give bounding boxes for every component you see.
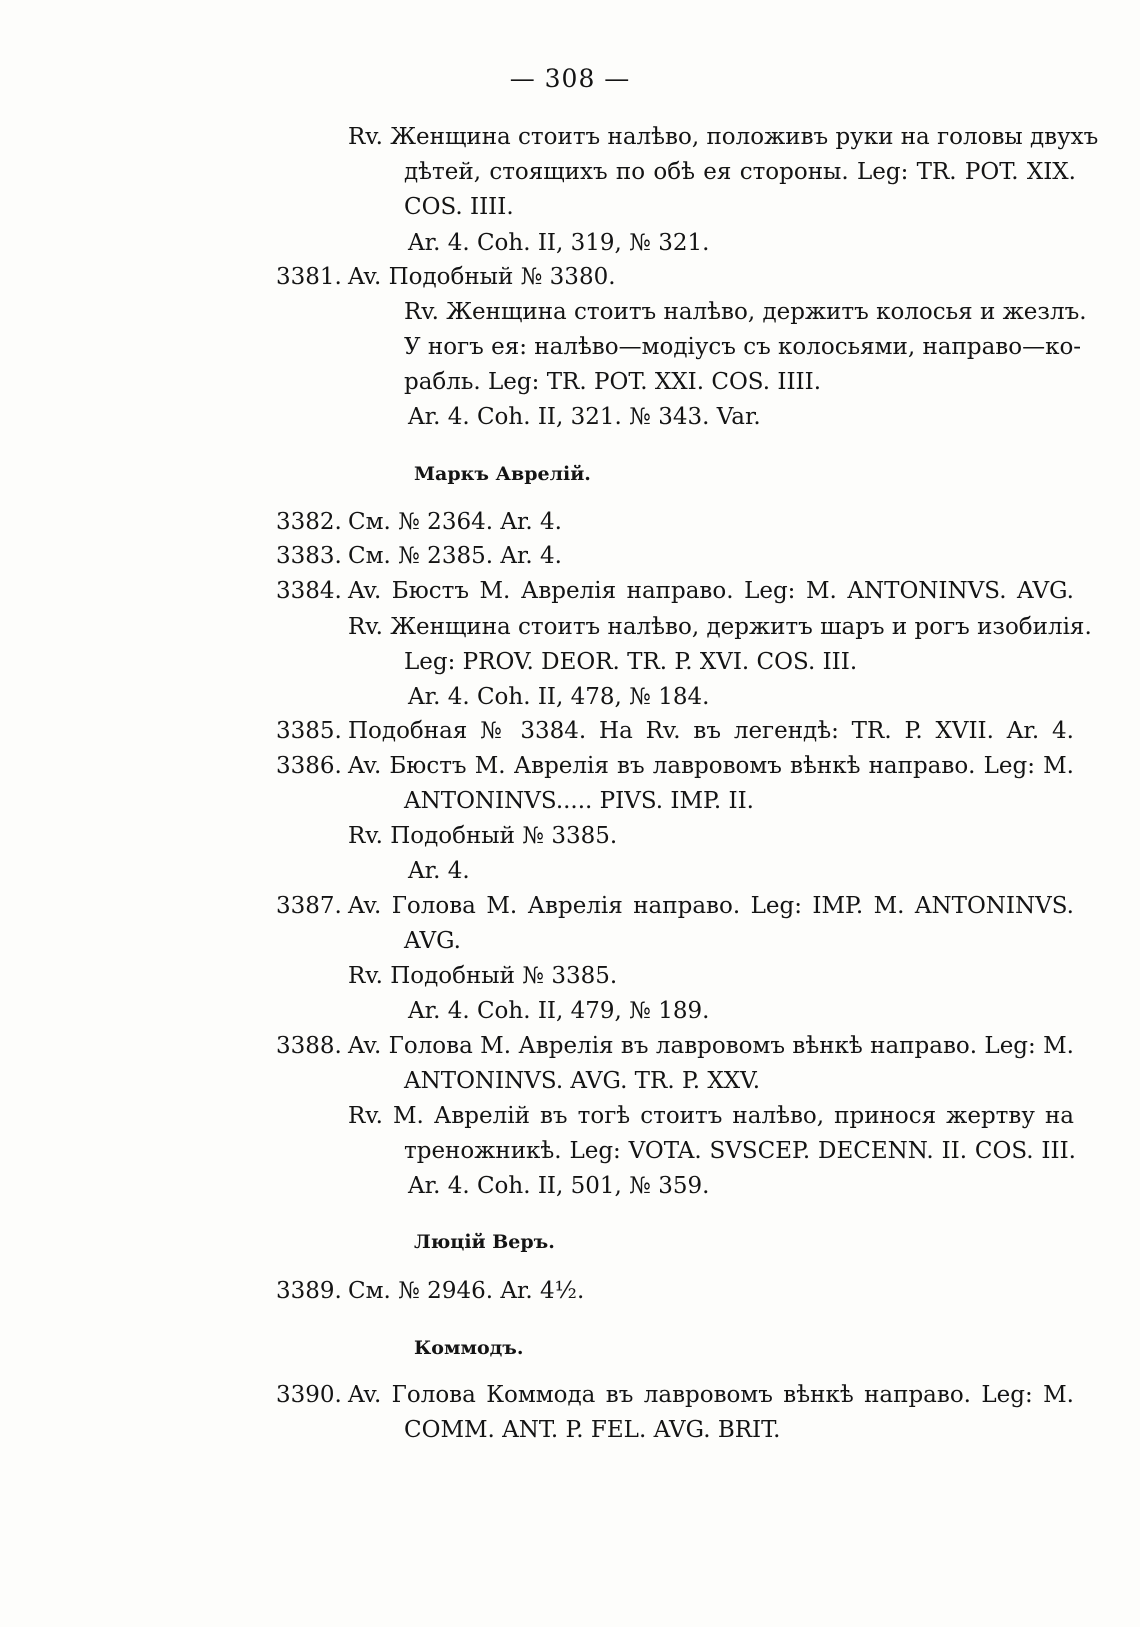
text-line: Av. Подобный № 3380. <box>348 264 616 290</box>
text-line: Ar. 4. Coh. II, 319, № 321. <box>408 230 710 256</box>
text-line: треножникѣ. Leg: VOTA. SVSCEP. DECENN. II. COS. III. <box>404 1138 1076 1164</box>
entry-number: 3390. <box>276 1382 342 1408</box>
text-line: Rv. Подобный № 3385. <box>348 963 618 989</box>
text-line: Rv. М. Аврелій въ тогѣ стоитъ налѣво, принося жертву на <box>348 1103 1074 1129</box>
text-line: Av. Голова Коммода въ лавровомъ вѣнкѣ направо. Leg: M. <box>348 1382 1074 1408</box>
section-heading: Маркъ Аврелій. <box>414 463 591 485</box>
text-line: Ar. 4. Coh. II, 501, № 359. <box>408 1173 710 1199</box>
text-line: Ar. 4. <box>408 858 470 884</box>
text-line: Rv. Женщина стоитъ налѣво, держитъ колосья и жезлъ. <box>404 299 1087 325</box>
section-heading: Люцій Веръ. <box>414 1231 555 1253</box>
text-line: рабль. Leg: TR. POT. XXI. COS. IIII. <box>404 369 822 395</box>
text-line: См. № 2946. Ar. 4½. <box>348 1278 585 1304</box>
text-line: У ногъ ея: налѣво—модіусъ съ колосьями, направо—ко- <box>404 334 1082 360</box>
text-line: Av. Бюстъ М. Аврелія въ лавровомъ вѣнкѣ направо. Leg: M. <box>348 753 1074 779</box>
text-line: Av. Бюстъ М. Аврелія направо. Leg: M. ANTONINVS. AVG. <box>348 578 1074 604</box>
entry-number: 3383. <box>276 543 342 569</box>
text-line: Rv. Подобный № 3385. <box>348 823 618 849</box>
entry-number: 3385. <box>276 718 342 744</box>
entry-number: 3381. <box>276 264 342 290</box>
text-line: Leg: PROV. DEOR. TR. P. XVI. COS. III. <box>404 649 858 675</box>
entry-number: 3388. <box>276 1033 342 1059</box>
entry-number: 3387. <box>276 893 342 919</box>
text-line: Av. Голова М. Аврелія направо. Leg: IMP. M. ANTONINVS. <box>348 893 1074 919</box>
text-line: См. № 2364. Ar. 4. <box>348 509 562 535</box>
text-line: AVG. <box>404 928 461 954</box>
entry-number: 3384. <box>276 578 342 604</box>
entry-number: 3382. <box>276 509 342 535</box>
entry-number: 3386. <box>276 753 342 779</box>
text-line: Подобная № 3384. На Rv. въ легендѣ: TR. P. XVII. Ar. 4. <box>348 718 1074 744</box>
text-line: Ar. 4. Coh. II, 321. № 343. Var. <box>408 404 761 430</box>
text-line: ANTONINVS..... PIVS. IMP. II. <box>404 788 754 814</box>
text-line: Av. Голова М. Аврелія въ лавровомъ вѣнкѣ направо. Leg: M. <box>348 1033 1074 1059</box>
text-line: COS. IIII. <box>404 194 514 220</box>
text-line: Rv. Женщина стоитъ налѣво, положивъ руки на головы двухъ <box>348 124 1099 150</box>
page-number: — 308 — <box>509 64 631 93</box>
section-heading: Коммодъ. <box>414 1337 524 1359</box>
text-line: дѣтей, стоящихъ по обѣ ея стороны. Leg: TR. POT. XIX. <box>404 159 1076 185</box>
text-line: Ar. 4. Coh. II, 479, № 189. <box>408 998 710 1024</box>
text-line: См. № 2385. Ar. 4. <box>348 543 562 569</box>
text-line: ANTONINVS. AVG. TR. P. XXV. <box>404 1068 761 1094</box>
text-line: COMM. ANT. P. FEL. AVG. BRIT. <box>404 1417 781 1443</box>
entry-number: 3389. <box>276 1278 342 1304</box>
text-line: Ar. 4. Coh. II, 478, № 184. <box>408 684 710 710</box>
text-line: Rv. Женщина стоитъ налѣво, держитъ шаръ и рогъ изобилія. <box>348 614 1092 640</box>
